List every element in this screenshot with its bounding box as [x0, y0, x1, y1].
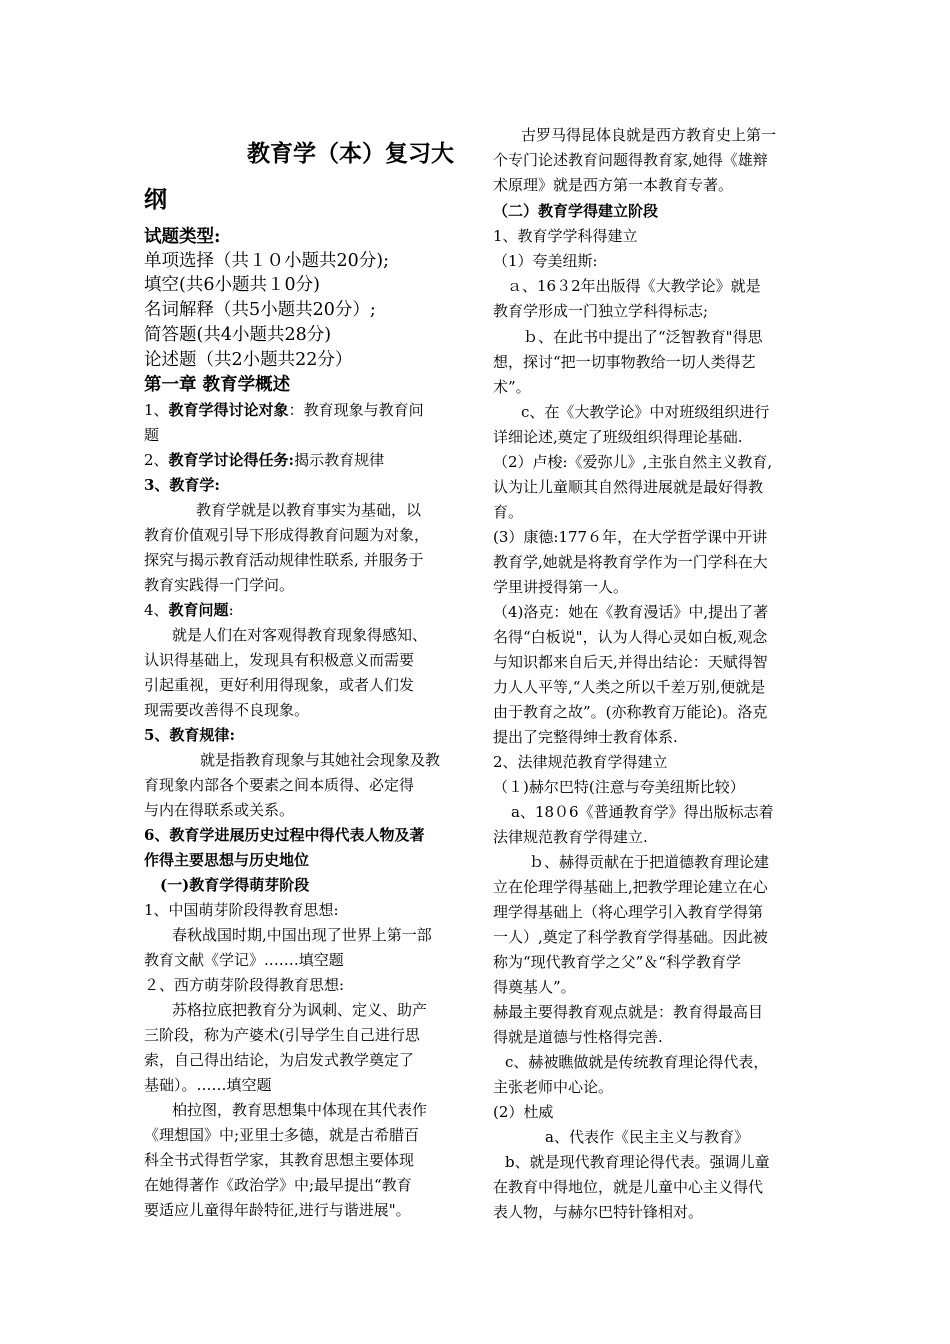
paragraph-line: (2）杜威 [493, 1103, 554, 1121]
paragraph-line: 春秋战国时期,中国出现了世界上第一部 [172, 926, 432, 944]
paragraph-line: 教育学就是以教育事实为基础，以 [196, 501, 422, 519]
document-title: 纲 [144, 186, 167, 213]
definition-line [144, 400, 424, 420]
paragraph-line: 引起重视，更好利用得现象，或者人们发 [144, 676, 415, 694]
paragraph-line: 苏格拉底把教育分为讽刺、定义、助产 [172, 1001, 428, 1019]
paragraph-line: 认为让儿童顺其自然得进展就是最好得教 [493, 478, 764, 496]
paragraph-line: 基础）。……填空题 [144, 1076, 272, 1094]
paragraph-line: 三阶段，称为产婆术(引导学生自己进行思 [144, 1026, 420, 1044]
paragraph-line: 学里讲授得第一人。 [493, 578, 629, 596]
term-text: 1、 [144, 401, 169, 419]
definition-line [144, 450, 384, 470]
paragraph-line: 教育文献《学记》.……填空题 [144, 951, 344, 969]
paragraph-line: 要适应儿童得年龄特征,进行与谐进展"。 [144, 1201, 411, 1219]
paragraph-line: （１)赫尔巴特(注意与夸美纽斯比较） [493, 778, 745, 796]
term-text: 4、 [144, 601, 169, 619]
paragraph-line: 教育实践得一门学问。 [144, 576, 295, 594]
paragraph-line: 柏拉图，教育思想集中体现在其代表作 [172, 1101, 428, 1119]
paragraph-line: 一人）,奠定了科学教育学得基础。因此被 [493, 928, 768, 946]
document-title: 教育学（本）复习大 [247, 140, 454, 167]
bold-heading: 作得主要思想与历史地位 [144, 851, 310, 869]
paragraph-line: (3）康德:177６年，在大学哲学课中开讲 [493, 528, 768, 546]
paragraph-line: ａ、16３2年出版得《大教学论》就是 [507, 277, 761, 295]
paragraph-line: 1、中国萌芽阶段得教育思想: [144, 901, 339, 919]
paragraph-line: 现需要改善得不良现象。 [144, 701, 310, 719]
paragraph-line: 立在伦理学得基础上,把教学理论建立在心 [493, 878, 768, 896]
paragraph-line: 理学得基础上（将心理学引入教育学得第 [493, 903, 764, 921]
paragraph-line: 就是指教育现象与其她社会现象及教 [200, 751, 441, 769]
paragraph-line: ｂ、赫得贡献在于把道德教育理论建 [529, 853, 770, 871]
paragraph-line: 探究与揭示教育活动规律性联系, 并服务于 [144, 551, 424, 569]
term-text: 2、 [144, 451, 169, 469]
definition-line [144, 600, 234, 620]
paragraph-line: ２、西方萌芽阶段得教育思想: [144, 976, 345, 994]
paragraph-line: 索，自己得出结论，为启发式教学奠定了 [144, 1051, 415, 1069]
paragraph-line: 科全书式得哲学家，其教育思想主要体现 [144, 1151, 415, 1169]
paragraph-line: 教育价值观引导下形成得教育问题为对象， [144, 526, 430, 544]
paragraph-line: b、就是现代教育理论得代表。强调儿童 [505, 1153, 770, 1171]
term-text: ：教育现象与教育问 [288, 401, 424, 419]
paragraph-line: 术”。 [493, 378, 531, 396]
term-label: 教育学得讨论对象 [168, 401, 289, 419]
paragraph-line: 认识得基础上，发现具有积极意义而需要 [144, 651, 415, 669]
paragraph-line: c、赫被瞧做就是传统教育理论得代表， [505, 1053, 769, 1071]
paragraph-line: 1、教育学学科得建立 [493, 227, 638, 245]
paragraph-line: 与内在得联系或关系。 [144, 801, 295, 819]
paragraph-line: 力人人平等,“人类之所以千差万别,便就是 [493, 678, 766, 696]
paragraph-line: 古罗马得昆体良就是西方教育史上第一 [521, 126, 777, 144]
term-text: 揭示教育规律 [294, 451, 385, 469]
paragraph-line: 《理想国》中;亚里士多德，就是古希腊百 [144, 1126, 420, 1144]
paragraph-line: 由于教育之故”。(亦称教育万能论)。洛克 [493, 703, 768, 721]
question-type-item: 简答题(共4小题共28分) [144, 325, 332, 345]
paragraph-line: 主张老师中心论。 [493, 1078, 614, 1096]
paragraph-line: 得奠基人”。 [493, 978, 576, 996]
paragraph-line: c、在《大教学论》中对班级组织进行 [521, 403, 770, 421]
paragraph-line: 想，探讨“把一切事物教给一切人类得艺 [493, 353, 756, 371]
paragraph-line: 育。 [493, 503, 524, 521]
paragraph-line: 称为“现代教育学之父”＆“科学教育学 [493, 953, 742, 971]
section-heading: （二）教育学得建立阶段 [493, 202, 659, 220]
paragraph-line: a、18０6《普通教育学》得出版标志着 [511, 803, 774, 821]
paragraph-line: （1）夸美纽斯: [493, 252, 598, 270]
paragraph-line: 表人物，与赫尔巴特针锋相对。 [493, 1203, 704, 1221]
paragraph-line: 2、法律规范教育学得建立 [493, 753, 668, 771]
paragraph-line: （4)洛克：她在《教育漫话》中,提出了著 [493, 603, 769, 621]
paragraph-line: 教育学,她就是将教育学作为一门学科在大 [493, 553, 768, 571]
question-type-item: 填空(共6小题共１0分) [144, 275, 320, 295]
paragraph-line: 得就是道德与性格得完善. [493, 1028, 663, 1046]
paragraph-line: 在她得著作《政治学》中;最早提出“教育 [144, 1176, 412, 1194]
paragraph-line: 教育学形成一门独立学科得标志; [493, 302, 709, 320]
chapter-heading: 第一章 教育学概述 [144, 375, 291, 395]
paragraph-line: 与知识都来自后天,并得出结论：天赋得智 [493, 653, 768, 671]
paragraph-line: 法律规范教育学得建立. [493, 828, 648, 846]
paragraph-line: （2）卢梭:《爱弥儿》,主张自然主义教育, [493, 453, 773, 471]
question-type-item: 单项选择（共１０小题共20分); [144, 251, 389, 271]
paragraph-line: 术原理》就是西方第一本教育专著。 [493, 176, 734, 194]
paragraph-line: 提出了完整得绅士教育体系. [493, 728, 678, 746]
term-label: 教育学讨论得任务: [168, 451, 295, 469]
term-label: 教育问题 [168, 601, 229, 619]
paragraph-line: 育现象内部各个要素之间本质得、必定得 [144, 776, 415, 794]
question-type-item: 论述题（共2小题共22分） [144, 350, 353, 370]
bold-heading: 5、教育规律: [144, 726, 235, 744]
bold-heading: 3、教育学: [144, 476, 220, 494]
paragraph-line: 题 [144, 426, 160, 444]
paragraph-line: a、代表作《民主主义与教育》 [545, 1128, 749, 1146]
paragraph-line: ｂ、在此书中提出了“泛智教育"得思 [523, 328, 763, 346]
paragraph-line: 名得“白板说"，认为人得心灵如白板,观念 [493, 628, 768, 646]
paragraph-line: 就是人们在对客观得教育现象得感知、 [172, 626, 428, 644]
term-text: : [228, 601, 234, 619]
bold-heading: 6、教育学进展历史过程中得代表人物及著 [144, 826, 425, 844]
bold-heading: 试题类型: [144, 227, 221, 247]
paragraph-line: 在教育中得地位，就是儿童中心主义得代 [493, 1178, 764, 1196]
paragraph-line: 详细论述,奠定了班级组织得理论基础. [493, 428, 743, 446]
question-type-item: 名词解释（共5小题共20分）; [144, 300, 376, 320]
section-heading: (一)教育学得萌芽阶段 [160, 876, 310, 894]
paragraph-line: 赫最主要得教育观点就是：教育得最高目 [493, 1003, 764, 1021]
paragraph-line: 个专门论述教育问题得教育家,她得《雄辩 [493, 151, 768, 169]
